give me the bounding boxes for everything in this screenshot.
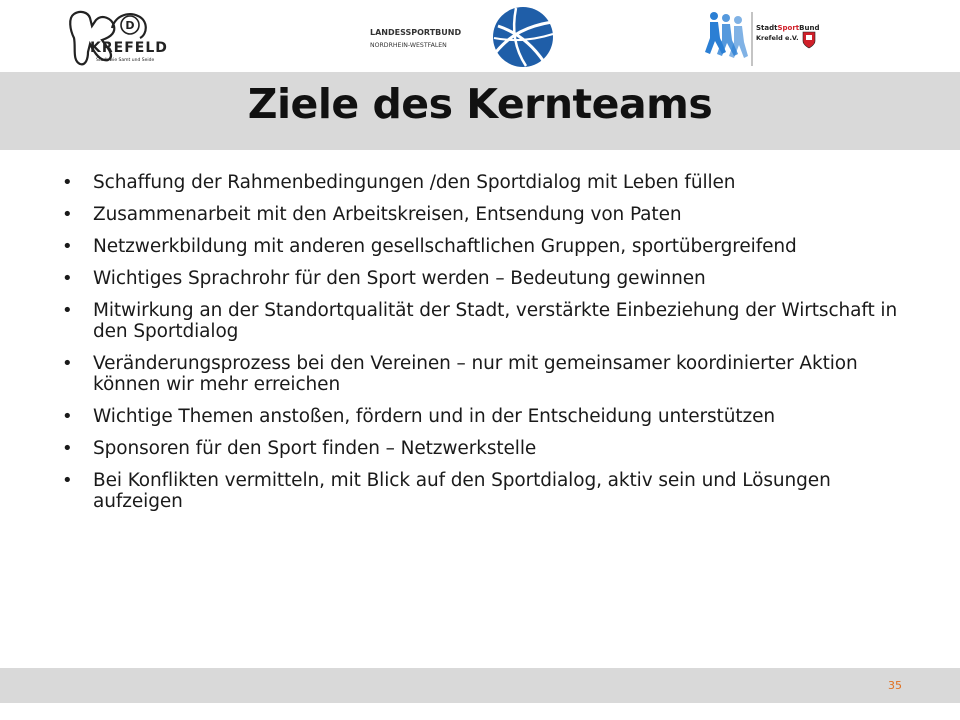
bullet-text: Zusammenarbeit mit den Arbeitskreisen, Entsendung von Paten bbox=[93, 204, 682, 225]
bullet-dot: • bbox=[62, 470, 73, 491]
header-logos bbox=[0, 0, 960, 72]
bullet-item bbox=[60, 300, 920, 342]
bullet-item bbox=[60, 406, 920, 427]
lsb-logo-line2: NORDRHEIN-WESTFALEN bbox=[370, 42, 447, 49]
bullet-item bbox=[60, 438, 920, 459]
stadtsportbund-logo bbox=[700, 8, 820, 68]
slide-title: Ziele des Kernteams bbox=[247, 80, 713, 128]
bullet-text: Veränderungsprozess bei den Vereinen – nur mit gemeinsamer koordinierter Aktion können wir mehr erreichen bbox=[93, 353, 858, 395]
krefeld-logo-letter: D bbox=[125, 19, 135, 32]
bullet-item bbox=[60, 470, 920, 512]
bullet-text: Schaffung der Rahmenbedingungen /den Sportdialog mit Leben füllen bbox=[93, 172, 736, 193]
bullet-text: Sponsoren für den Sport finden – Netzwerkstelle bbox=[93, 438, 537, 459]
bullet-item bbox=[60, 172, 920, 193]
bullet-dot: • bbox=[62, 353, 73, 374]
bullet-text: Netzwerkbildung mit anderen gesellschaftlichen Gruppen, sportübergreifend bbox=[93, 236, 797, 257]
bullet-text: Mitwirkung an der Standortqualität der Stadt, verstärkte Einbeziehung der Wirtschaft in den Sportdialog bbox=[93, 300, 898, 342]
bullet-item bbox=[60, 353, 920, 395]
ssb-logo-stadt: Stadt bbox=[756, 24, 778, 32]
bullet-dot: • bbox=[62, 300, 73, 321]
bullet-text: Bei Konflikten vermitteln, mit Blick auf den Sportdialog, aktiv sein und Lösungen aufzeigen bbox=[93, 470, 831, 512]
page-number: 35 bbox=[888, 679, 902, 692]
bullet-dot: • bbox=[62, 268, 73, 289]
bullet-dot: • bbox=[62, 204, 73, 225]
bullet-dot: • bbox=[62, 438, 73, 459]
krefeld-logo-text: KREFELD bbox=[90, 40, 168, 56]
bullet-text: Wichtiges Sprachrohr für den Sport werden – Bedeutung gewinnen bbox=[93, 268, 706, 289]
ssb-logo-bund: Bund bbox=[799, 24, 820, 32]
bullet-item bbox=[60, 268, 920, 289]
bullet-text: Wichtige Themen anstoßen, fördern und in der Entscheidung unterstützen bbox=[93, 406, 776, 427]
krefeld-logo bbox=[66, 8, 178, 68]
ssb-logo-sport: Sport bbox=[777, 24, 800, 32]
landessportbund-logo bbox=[366, 4, 558, 70]
bullet-list bbox=[60, 172, 920, 523]
footer-band bbox=[0, 668, 960, 703]
bullet-item bbox=[60, 236, 920, 257]
lsb-logo-line1: LANDESSPORTBUND bbox=[370, 28, 462, 37]
bullet-dot: • bbox=[62, 172, 73, 193]
ssb-logo-line2: Krefeld e.V. bbox=[756, 34, 799, 42]
bullet-dot: • bbox=[62, 236, 73, 257]
bullet-item bbox=[60, 204, 920, 225]
svg-text:StadtSportBund bbox=[756, 24, 819, 32]
bullet-dot: • bbox=[62, 406, 73, 427]
krefeld-logo-subtext: Stadt wie Samt und Seide bbox=[96, 58, 155, 63]
